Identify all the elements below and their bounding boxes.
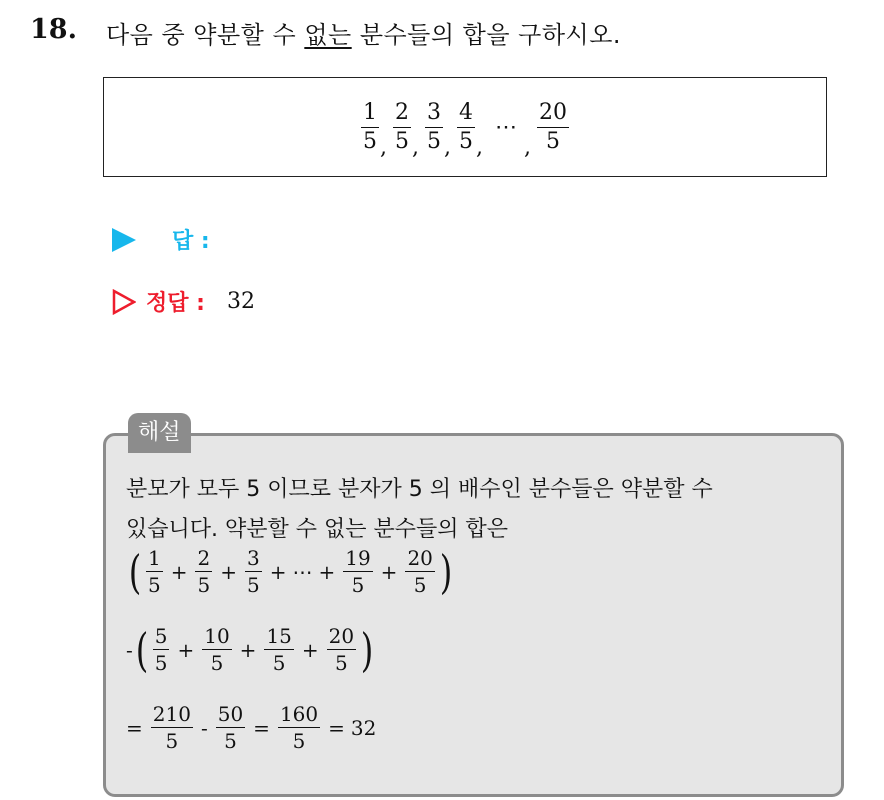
fraction-numerator: 20: [407, 546, 433, 570]
fraction-numerator: 10: [204, 624, 230, 648]
fraction-numerator: 1: [147, 546, 161, 570]
minus-sign: -: [126, 637, 133, 662]
solution-box: [103, 433, 844, 797]
fraction-numerator: 3: [425, 102, 443, 128]
fraction: [146, 548, 163, 595]
question-text-underlined: 없는: [304, 21, 352, 49]
fraction-numerator: 2: [393, 102, 411, 128]
fraction: [343, 548, 372, 595]
fraction: [151, 704, 193, 751]
plus-sign: +: [220, 559, 237, 584]
fraction-denominator: 5: [165, 729, 179, 753]
answer-row: [112, 224, 210, 255]
fraction-numerator: 210: [152, 702, 191, 726]
fraction-numerator: 160: [279, 702, 319, 726]
solution-equation-3: [126, 704, 376, 751]
ellipsis: ⋯: [495, 114, 517, 140]
fraction-denominator: 5: [154, 651, 168, 675]
plus-sign: +: [170, 559, 188, 584]
plus-sign: +: [269, 559, 287, 584]
question-number: 18.: [30, 14, 77, 45]
solution-tab: 해설: [128, 413, 191, 453]
fraction-numerator: 20: [328, 624, 355, 648]
given-fraction: [425, 99, 443, 154]
fraction-denominator: 5: [335, 651, 348, 675]
equals-sign: =: [253, 715, 270, 740]
given-fraction: [361, 99, 379, 154]
equals-sign: =: [126, 715, 143, 740]
plus-sign: +: [177, 637, 195, 662]
fraction: [216, 704, 245, 751]
solution-equation-1: [126, 544, 455, 599]
fraction: [278, 704, 320, 751]
question-text-before: 다음 중 약분할 수: [106, 21, 305, 49]
ellipsis: ⋯: [292, 559, 313, 584]
solution-line-2: 있습니다. 약분할 수 없는 분수들의 합은: [126, 517, 508, 542]
fraction-denominator: 5: [246, 573, 260, 597]
outline-triangle-icon: [112, 289, 136, 315]
fraction-denominator: 5: [546, 128, 560, 154]
equals-sign: =: [328, 715, 345, 740]
fraction: [245, 548, 262, 595]
fraction-denominator: 5: [427, 128, 441, 154]
given-fraction: [393, 99, 411, 154]
fraction: [405, 548, 434, 595]
fraction-numerator: 15: [266, 624, 292, 648]
fraction-denominator: 5: [147, 573, 161, 597]
question-text: [106, 15, 621, 50]
correct-answer-row: [112, 286, 255, 317]
comma: ,: [444, 135, 451, 160]
open-paren: (: [128, 544, 142, 599]
close-paren: ): [439, 544, 453, 599]
fraction-denominator: 5: [363, 128, 377, 154]
fraction-denominator: 5: [413, 573, 427, 597]
fraction: [202, 626, 231, 673]
fraction-denominator: 5: [351, 573, 365, 597]
fraction-denominator: 5: [272, 651, 286, 675]
fraction-numerator: 20: [537, 102, 569, 128]
fraction: [195, 548, 212, 595]
fraction-numerator: 5: [154, 624, 168, 648]
question-text-after: 분수들의 합을 구하시오.: [351, 21, 622, 49]
play-triangle-icon: [112, 228, 136, 252]
answer-label: 답 :: [172, 229, 210, 254]
fraction-denominator: 5: [197, 573, 211, 597]
correct-answer-label: 정답 :: [146, 291, 205, 316]
open-paren: (: [135, 622, 149, 677]
fraction-numerator: 3: [246, 546, 260, 570]
fraction: [153, 626, 170, 673]
fraction-denominator: 5: [210, 651, 224, 675]
fraction-denominator: 5: [395, 128, 409, 154]
fraction-denominator: 5: [459, 128, 473, 154]
correct-answer-value: 32: [226, 289, 255, 314]
fraction-numerator: 19: [345, 546, 371, 570]
comma: ,: [476, 135, 483, 160]
given-fraction: [457, 99, 475, 154]
fraction-numerator: 50: [217, 702, 244, 726]
plus-sign: +: [301, 637, 319, 662]
comma: ,: [380, 135, 387, 160]
plus-sign: +: [318, 559, 336, 584]
comma: ,: [412, 135, 419, 160]
fraction: [264, 626, 293, 673]
final-result: 32: [350, 715, 377, 740]
fraction-denominator: 5: [292, 729, 306, 753]
minus-sign: -: [200, 715, 208, 740]
fraction-numerator: 2: [197, 546, 211, 570]
given-fractions-box: [103, 77, 827, 177]
fraction-numerator: 1: [361, 102, 379, 128]
fraction-denominator: 5: [224, 729, 237, 753]
fraction-numerator: 4: [457, 102, 475, 128]
plus-sign: +: [239, 637, 257, 662]
plus-sign: +: [380, 559, 398, 584]
given-fraction: [537, 99, 569, 154]
solution-line-1: 분모가 모두 5 이므로 분자가 5 의 배수인 분수들은 약분할 수: [126, 477, 713, 502]
solution-equation-2: [126, 622, 376, 677]
fraction: [327, 626, 356, 673]
close-paren: ): [360, 622, 374, 677]
comma: ,: [524, 135, 531, 160]
